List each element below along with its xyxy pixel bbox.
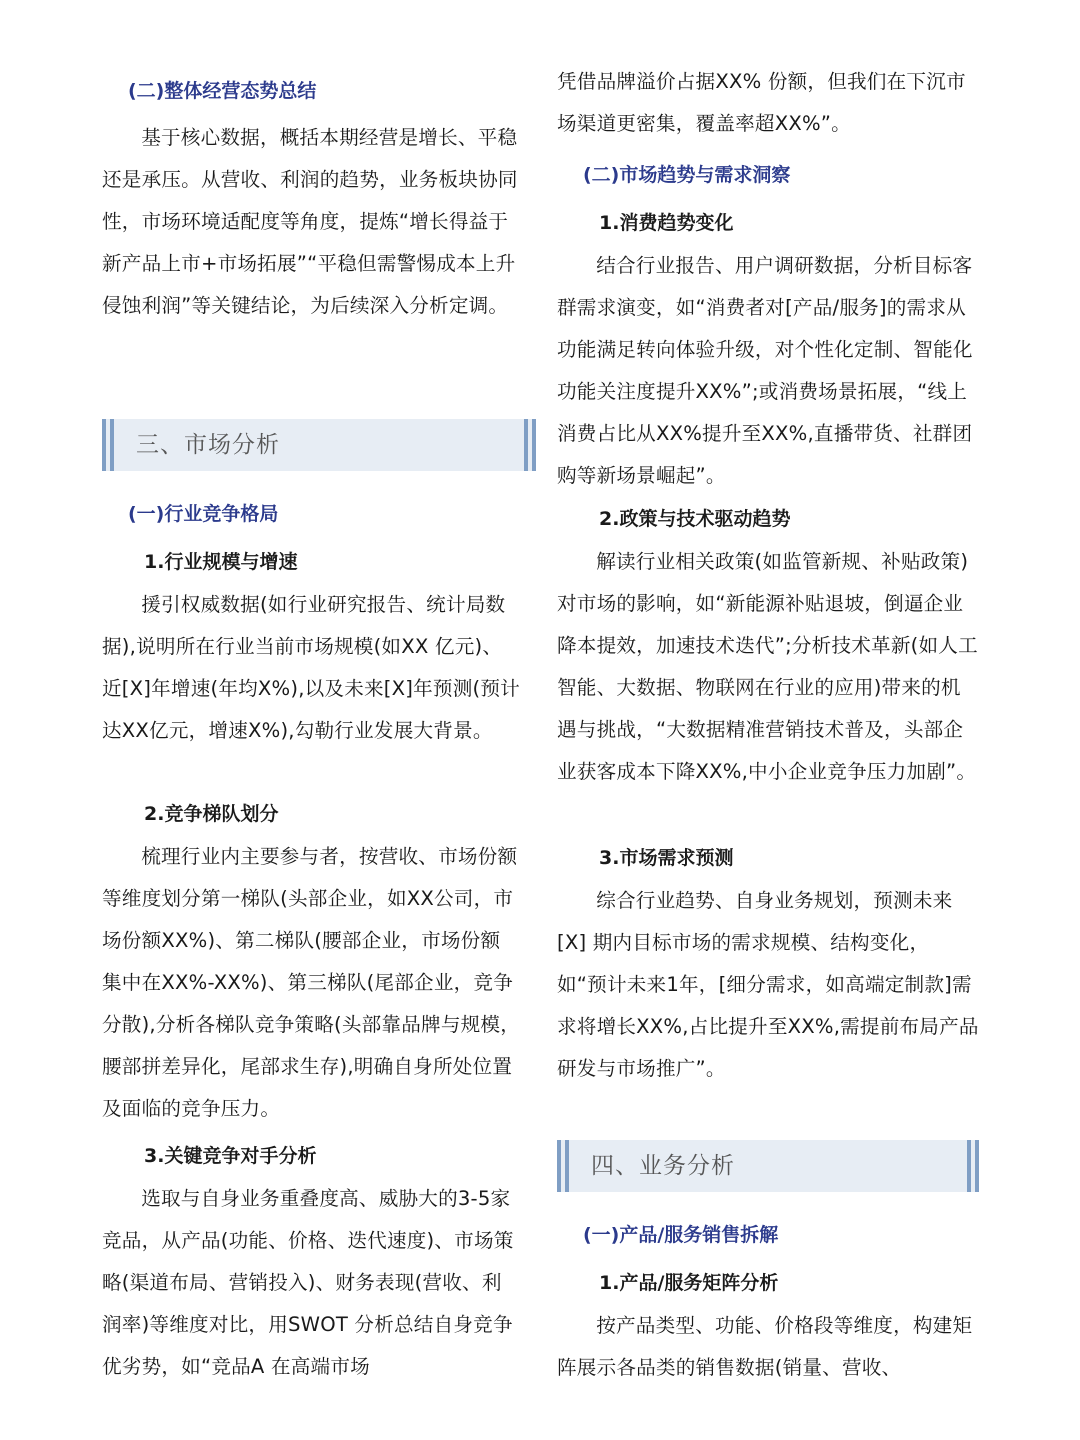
heading-policy-tech-trends: 2.政策与技术驱动趋势 (599, 508, 791, 530)
banner-bar-left (557, 1140, 561, 1192)
heading-demand-forecast: 3.市场需求预测 (599, 847, 734, 869)
paragraph-key-rivals: 选取与自身业务重叠度高、威胁大的3-5家竞品，从产品(功能、价格、迭代速度)、市场策略(渠道布局、营销投入)、财务表现(营收、利润率)等维度对比，用SWOT 分析总结自身竞争优劣势，如“竞品A 在高端市场 (102, 1187, 514, 1378)
section-banner-business-analysis (557, 1140, 979, 1192)
banner-bar-left (110, 419, 114, 471)
heading-product-matrix: 1.产品/服务矩阵分析 (599, 1272, 779, 1294)
heading-industry-scale: 1.行业规模与增速 (144, 551, 298, 573)
banner-title: 三、市场分析 (136, 432, 280, 458)
paragraph-key-rivals-continued: 凭借品牌溢价占据XX% 份额，但我们在下沉市场渠道更密集，覆盖率超XX%”。 (557, 70, 966, 135)
subheading-industry-competition: (一)行业竞争格局 (128, 503, 279, 525)
paragraph-demand-forecast: 综合行业趋势、自身业务规划，预测未来[X] 期内目标市场的需求规模、结构变化，如“预计未来1年，[细分需求，如高端定制款]需求将增长XX%,占比提升至XX%,需提前布局产品研发与市场推广”。 (557, 889, 979, 1080)
heading-competition-tiers: 2.竞争梯队划分 (144, 803, 279, 825)
banner-bar-left (565, 1140, 569, 1192)
paragraph-product-matrix: 按产品类型、功能、价格段等维度，构建矩阵展示各品类的销售数据(销量、营收、 (557, 1314, 973, 1379)
banner-bar-right (532, 419, 536, 471)
paragraph-competition-tiers: 梳理行业内主要参与者，按营收、市场份额等维度划分第一梯队(头部企业，如XX公司，市场份额XX%)、第二梯队(腰部企业，市场份额集中在XX%-XX%)、第三梯队(尾部企业，竞争分散),分析各梯队竞争策略(头部靠品牌与规模，腰部拼差异化，尾部求生存),明确自身所处位置及面临的竞争压力。 (102, 845, 520, 1120)
paragraph-industry-scale: 援引权威数据(如行业研究报告、统计局数据),说明所在行业当前市场规模(如XX 亿元)、近[X]年增速(年均X%),以及未来[X]年预测(预计达XX亿元，增速X%),勾勒行业发展大背景。 (102, 593, 520, 742)
subheading-overall-summary: (二)整体经营态势总结 (128, 80, 317, 102)
heading-consumption-trends: 1.消费趋势变化 (599, 212, 734, 234)
subheading-product-sales: (一)产品/服务销售拆解 (583, 1224, 779, 1246)
subheading-market-trends: (二)市场趋势与需求洞察 (583, 164, 791, 186)
paragraph-policy-tech-trends: 解读行业相关政策(如监管新规、补贴政策)对市场的影响，如“新能源补贴退坡，倒逼企业降本提效，加速技术迭代”;分析技术革新(如人工智能、大数据、物联网在行业的应用)带来的机遇与挑战，“大数据精准营销技术普及，头部企业获客成本下降XX%,中小企业竞争压力加剧”。 (557, 550, 978, 783)
banner-title: 四、业务分析 (591, 1153, 735, 1179)
heading-key-rivals: 3.关键竞争对手分析 (144, 1145, 317, 1167)
paragraph-consumption-trends: 结合行业报告、用户调研数据，分析目标客群需求演变，如“消费者对[产品/服务]的需求从功能满足转向体验升级，对个性化定制、智能化功能关注度提升XX%”;或消费场景拓展，“线上消费占比从XX%提升至XX%,直播带货、社群团购等新场景崛起”。 (557, 254, 973, 487)
section-banner-market-analysis (102, 419, 536, 471)
banner-bar-right (967, 1140, 971, 1192)
banner-bar-right (975, 1140, 979, 1192)
paragraph-overall-summary: 基于核心数据，概括本期经营是增长、平稳还是承压。从营收、利润的趋势，业务板块协同性，市场环境适配度等角度，提炼“增长得益于新产品上市+市场拓展”“平稳但需警惕成本上升侵蚀利润”等关键结论，为后续深入分析定调。 (102, 126, 518, 317)
banner-bar-right (524, 419, 528, 471)
banner-bar-left (102, 419, 106, 471)
